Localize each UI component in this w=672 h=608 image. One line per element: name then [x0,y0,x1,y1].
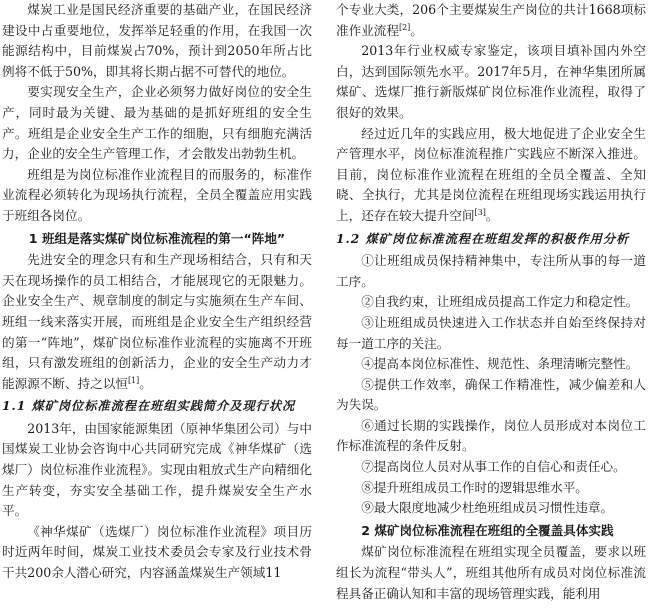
list-item: ①让班组成员保持精神集中，专注所从事的每一道工序。 [336,253,646,289]
list-item: ②自我约束，让班组成员提高工作定力和稳定性。 [361,294,639,310]
right-column [336,0,646,604]
paragraph: 要实现安全生产，企业必须努力做好岗位的安全生产，同时最为关键、最为基础的是抓好班组的安全生产。班组是企业安全生产工作的细胞，只有细胞充满活力，企业的安全生产管理工作，才会散发出勃勃生机。 [2,84,312,162]
paragraph [336,0,646,41]
citation-ref: [1] [127,375,140,385]
paragraph: 2013年，由国家能源集团（原神华集团公司）与中国煤炭工业协会咨询中心共同研究完成《神华煤矿（选煤厂）岗位标准作业流程》。实现由粗放式生产向精细化生产转变，夯实安全基础工作，提升煤炭安全生产水平。 [2,420,312,519]
paragraph-text: 经过近几年的实践应用，极大地促进了企业安全生产管理水平，岗位标准流程推广实践应不断深入推进。目前，岗位标准作业流程在班组的全员全覆盖、全知晓、全执行，尤其是岗位流程在班组现场实践运用执行上，还存在较大提升空间 [336,125,646,223]
list-item: ⑨最大限度地减少杜绝班组成员习惯性违章。 [361,500,614,516]
paragraph-end: 。 [485,207,499,223]
list-item: ⑧提升班组成员工作时的逻辑思维水平。 [361,479,588,495]
list-item: ⑤提供工作效率，确保工作精准性，减少偏差和人为失误。 [336,376,646,413]
citation-ref: [3] [474,207,486,217]
paragraph: 2013年行业权威专家鉴定，该项目填补国内外空白，达到国际领先水平。2017年5月，在神华集团所属煤矿、选煤厂推行新版煤矿岗位标准作业流程，取得了很好的效果。 [336,43,646,120]
paragraph: 煤炭工业是国民经济重要的基础产业，在国民经济建设中占重要地位，发挥举足轻重的作用，在我国一次能源结构中，目前煤炭占70%，预计到2050年所占比例将不低于50%，即其将长期占据不可替代的地位。 [2,2,312,79]
list-item: ④提高本岗位标准性、规范性、条理清晰完整性。 [361,356,639,372]
citation-ref: [2] [398,22,411,32]
subsection-heading: 1.2 煤矿岗位标准流程在班组发挥的积极作用分析 [336,231,630,246]
paragraph: 煤矿岗位标准流程在班组实现全员覆盖，要求以班组长为流程“带头人”，班组其他所有成员对岗位标准流程具备正确认知和丰富的现场管理实践，能利用 [336,544,646,601]
paragraph-end: 。 [139,375,152,391]
list-item: ⑦提高岗位人员对从事工作的自信心和责任心。 [361,459,626,475]
section-heading: 2 煤矿岗位标准流程在班组的全覆盖具体实践 [361,522,614,538]
subsection-heading: 1.1 煤矿岗位标准流程在班组实践简介及现行状况 [2,399,296,414]
section-heading: 1 班组是落实煤矿岗位标准流程的第一“阵地” [28,230,286,246]
paragraph-text: 个专业大类，206个主要煤炭生产岗位的共计1668项标准作业流程 [336,2,646,38]
paragraph [2,250,312,394]
paragraph-end: 。 [410,22,423,38]
paragraph: 班组是为岗位标准作业流程目的而服务的，标准作业流程必须转化为现场执行流程，全员全覆盖应用实践于班组各岗位。 [2,166,312,223]
paragraph [336,124,646,227]
list-item: ③让班组成员快速进入工作状态并自始至终保持对每一道工序的关注。 [336,314,646,351]
paragraph-text: 先进安全的理念只有和生产现场相结合，只有和天天在现场操作的员工相结合，才能展现它的无限魅力。企业安全生产、规章制度的制定与实施须在生产车间、班组一线来落实开展，而班组是企业安全生产组织经营的第一“阵地”，煤矿岗位标准作业流程的实施离不开班组，只有激发班组的创新活力，企业的安全生产动力才能源源不断、持之以恒 [2,252,312,391]
paragraph: 《神华煤矿（选煤厂）岗位标准作业流程》项目历时近两年时间，煤炭工业技术委员会专家及行业技术骨干共200余人潜心研究，内容涵盖煤炭生产领域11 [2,523,312,581]
left-column [2,0,312,584]
list-item: ⑥通过长期的实践操作，岗位人员形成对本岗位工作标准流程的条件反射。 [336,417,646,454]
